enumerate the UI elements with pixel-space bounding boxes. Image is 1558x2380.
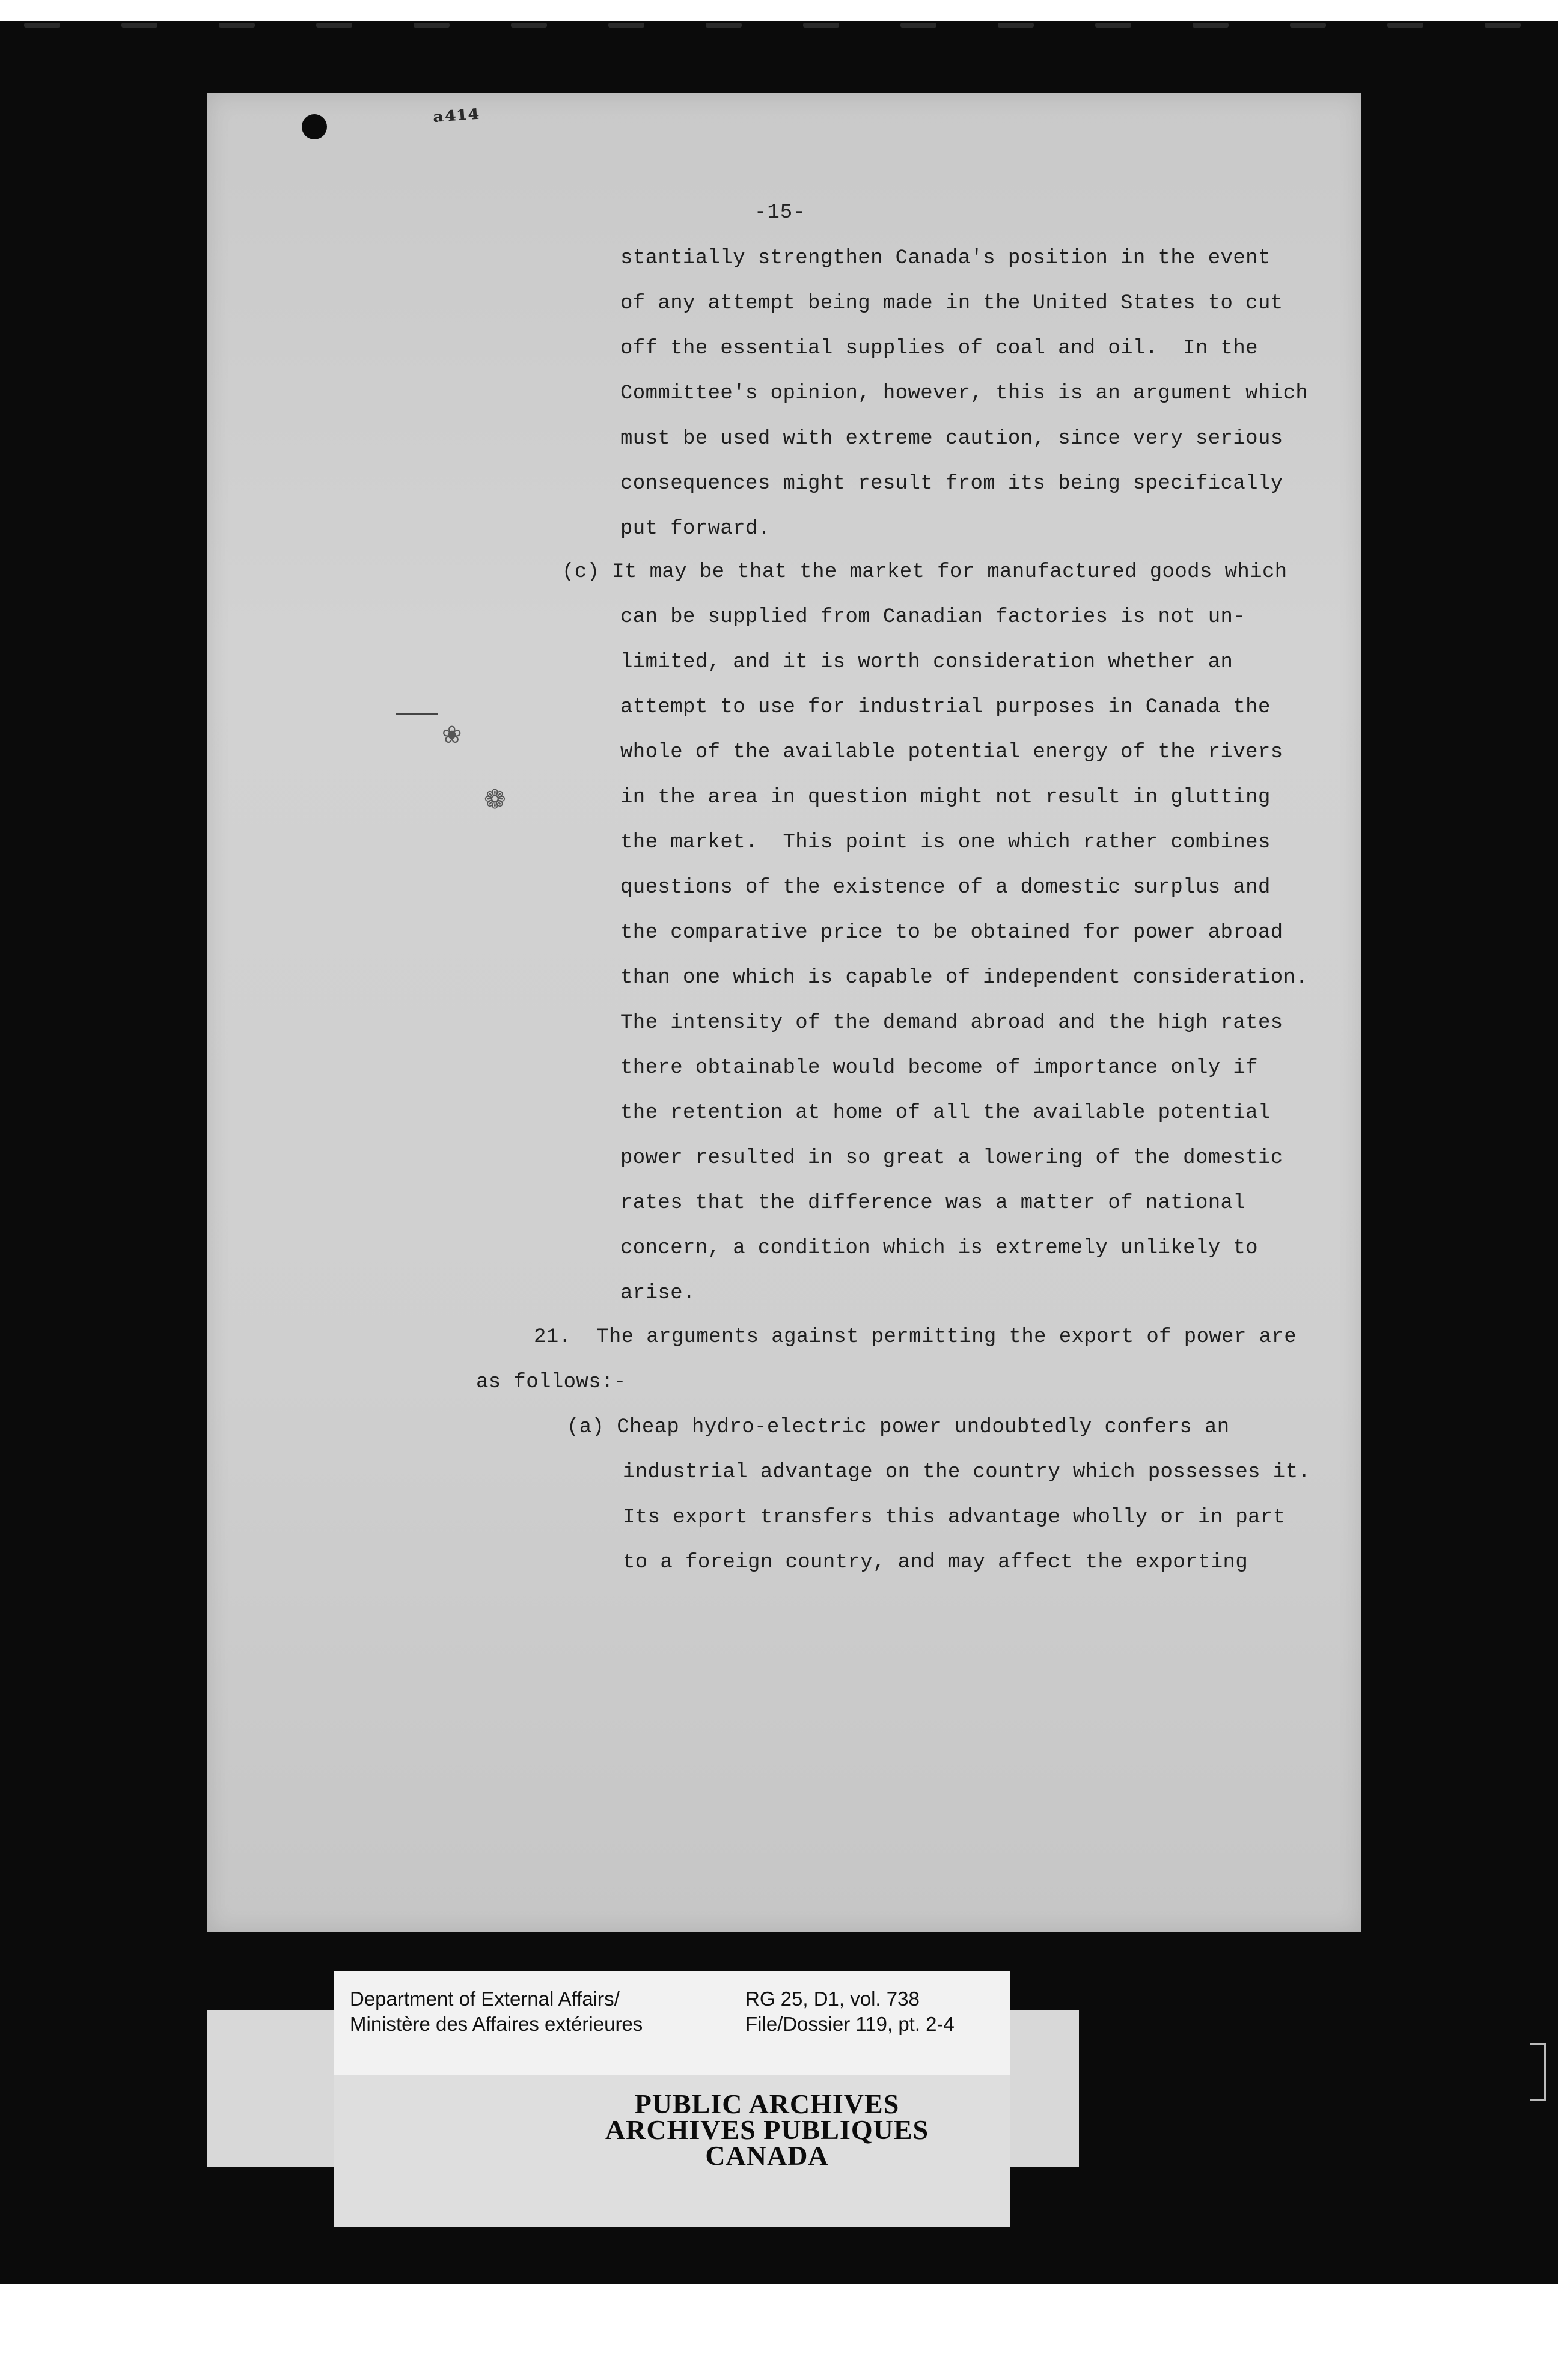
sprocket-hole [511,23,547,28]
text-line: limited, and it is worth consideration whether an [620,651,1233,674]
punch-hole [302,114,327,139]
text-line: can be supplied from Canadian factories is not un- [620,606,1246,629]
text-line: in the area in question might not result in glutting [620,786,1271,809]
text-line: industrial advantage on the country which possesses it. [623,1461,1311,1484]
text-line: must be used with extreme caution, since very serious [620,427,1283,450]
text-line: The intensity of the demand abroad and the high rates [620,1012,1283,1034]
stamp-line-2: ARCHIVES PUBLIQUES [605,2114,929,2145]
text-line: the retention at home of all the available potential [620,1102,1271,1124]
margin-dash-mark [396,713,438,715]
text-line: power resulted in so great a lowering of the domestic [620,1147,1283,1170]
text-line: questions of the existence of a domestic surplus and [620,876,1271,899]
text-line: consequences might result from its being specifically [620,472,1283,495]
text-line: attempt to use for industrial purposes in Canada the [620,696,1271,719]
sprocket-hole [803,23,839,28]
text-line: concern, a condition which is extremely unlikely to [620,1237,1258,1260]
text-line: arise. [620,1282,695,1305]
sprocket-hole [998,23,1034,28]
text-line: the comparative price to be obtained for power abroad [620,921,1283,944]
text-line: to a foreign country, and may affect the exporting [623,1551,1248,1574]
sprocket-hole [1095,23,1131,28]
stamp-line-3: CANADA [705,2140,829,2171]
sprocket-hole [900,23,936,28]
sprocket-hole [1290,23,1326,28]
text-line: whole of the available potential energy of the rivers [620,741,1283,764]
sprocket-hole [219,23,255,28]
text-line: (c) It may be that the market for manufactured goods which [562,561,1288,584]
sprocket-hole [1193,23,1229,28]
text-line: (a) Cheap hydro-electric power undoubtedly confers an [567,1416,1230,1439]
text-line: rates that the difference was a matter of national [620,1192,1246,1215]
text-line: than one which is capable of independent consideration. [620,966,1309,989]
stamp-line-1: PUBLIC ARCHIVES [634,2089,900,2119]
text-line: Its export transfers this advantage wholly or in part [623,1506,1286,1529]
sprocket-hole [121,23,157,28]
text-line: as follows:- [476,1371,626,1394]
margin-scribble: ᵃ⁴¹⁴ [432,103,481,138]
reference-file: File/Dossier 119, pt. 2-4 [745,2013,955,2035]
film-edge-marker [1530,2043,1546,2101]
department-english: Department of External Affairs/ [350,1988,620,2010]
sprocket-hole [316,23,352,28]
sprocket-hole [706,23,742,28]
text-line: Committee's opinion, however, this is an argument which [620,382,1309,405]
margin-smudge-mark: ❀ [442,721,462,749]
text-line: put forward. [620,517,771,540]
department-french: Ministère des Affaires extérieures [350,2013,643,2035]
text-line: of any attempt being made in the United States to cut [620,292,1283,315]
text-line: the market. This point is one which rather combines [620,831,1271,854]
reference-volume: RG 25, D1, vol. 738 [745,1988,920,2010]
sprocket-hole [1485,23,1521,28]
sprocket-hole [1387,23,1423,28]
sprocket-row-top [0,23,1558,31]
margin-smudge-mark: ❁ [484,784,506,815]
page-number: -15- [754,201,806,224]
sprocket-hole [608,23,644,28]
text-line: stantially strengthen Canada's position in the event [620,247,1271,270]
text-line: off the essential supplies of coal and oil. In the [620,337,1258,360]
text-line: 21. The arguments against permitting the export of power are [534,1326,1297,1349]
sprocket-hole [24,23,60,28]
text-line: there obtainable would become of importance only if [620,1057,1258,1079]
sprocket-hole [414,23,450,28]
